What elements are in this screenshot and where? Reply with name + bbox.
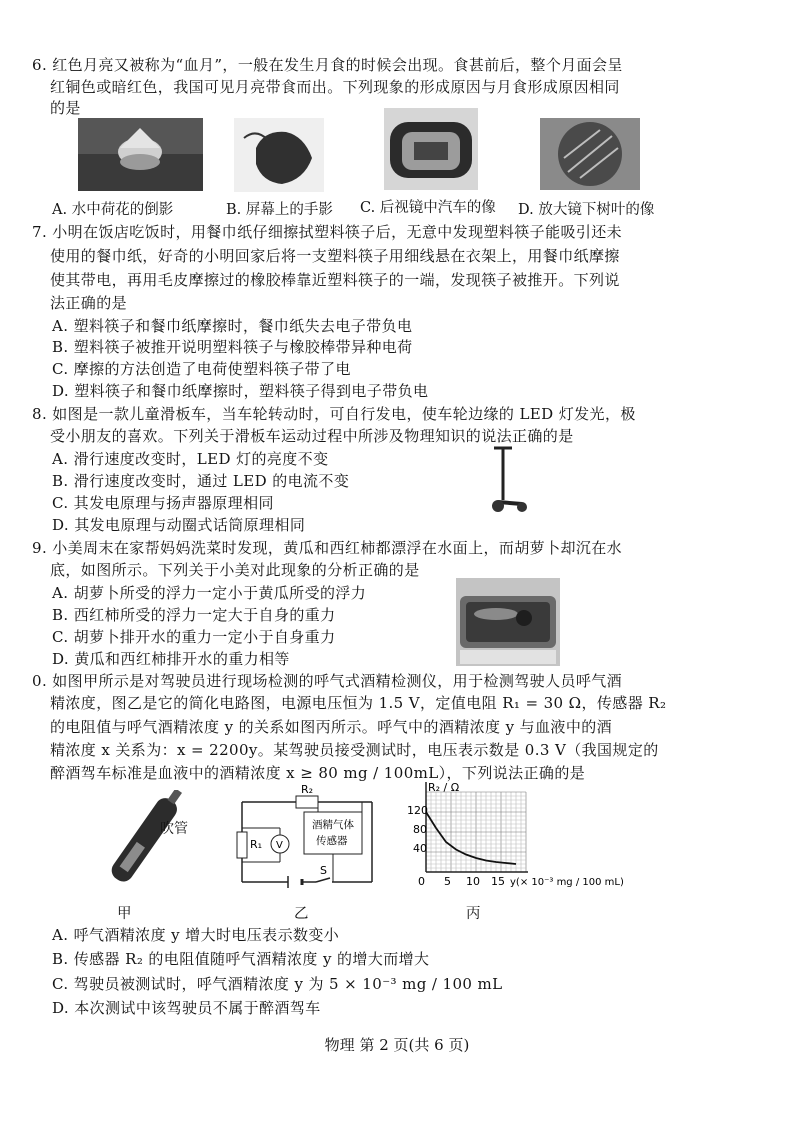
- hand-shadow-photo: [234, 118, 324, 192]
- q9-option-d: D. 黄瓜和西红柿排开水的重力相等: [52, 650, 290, 668]
- y-tick-80: 80: [413, 823, 427, 836]
- r1-symbol: R₁: [250, 838, 263, 851]
- switch-symbol: S: [320, 864, 327, 877]
- y-tick-40: 40: [413, 842, 427, 855]
- q7-line-1: 7. 小明在饭店吃饭时，用餐巾纸仔细擦拭塑料筷子后，无意中发现塑料筷子能吸引还未: [32, 223, 623, 241]
- q8-line-1: 8. 如图是一款儿童滑板车，当车轮转动时，可自行发电，使车轮边缘的 LED 灯发光，极: [32, 405, 636, 423]
- circuit-diagram: [232, 782, 382, 892]
- sensor-label-2: 传感器: [316, 835, 348, 847]
- x-tick-5: 5: [444, 875, 451, 888]
- q7-option-b: B. 塑料筷子被推开说明塑料筷子与橡胶棒带异种电荷: [52, 338, 413, 356]
- q10-line-3: 的电阻值与呼气酒精浓度 y 的关系如图丙所示。呼气中的酒精浓度 y 与血液中的酒: [50, 718, 613, 736]
- q10-line-1: 0. 如图甲所示是对驾驶员进行现场检测的呼气式酒精检测仪，用于检测驾驶人员呼气酒: [32, 672, 623, 690]
- q7-option-a: A. 塑料筷子和餐巾纸摩擦时，餐巾纸失去电子带负电: [52, 317, 413, 335]
- q9-option-a: A. 胡萝卜所受的浮力一定小于黄瓜所受的浮力: [52, 584, 367, 602]
- q10-option-c: C. 驾驶员被测试时，呼气酒精浓度 y 为 5 × 10⁻³ mg / 100 mL: [52, 975, 503, 993]
- x-tick-10: 10: [466, 875, 480, 888]
- r2-symbol: R₂: [301, 783, 314, 796]
- y-axis-label: R₂ / Ω: [428, 781, 460, 794]
- q8-line-2: 受小朋友的喜欢。下列关于滑板车运动过程中所涉及物理知识的说法正确的是: [50, 427, 574, 445]
- caption-jia: 甲: [117, 906, 132, 922]
- sink-vegetables-photo: [456, 578, 560, 666]
- q6-line-1: 6. 红色月亮又被称为“血月”，一般在发生月食的时候会出现。食甚前后，整个月面会呈: [32, 56, 623, 74]
- graph-grid: [426, 792, 526, 872]
- y-tick-0: 0: [418, 875, 425, 888]
- r2-concentration-graph: [396, 776, 636, 894]
- lotus-reflection-photo: [78, 118, 203, 191]
- page-footer: 物理 第 2 页(共 6 页): [324, 1036, 470, 1054]
- q9-line-2: 底，如图所示。下列关于小美对此现象的分析正确的是: [50, 561, 420, 579]
- q6-line-3: 的是: [50, 99, 81, 117]
- q9-option-b: B. 西红柿所受的浮力一定大于自身的重力: [52, 606, 336, 624]
- q8-option-d: D. 其发电原理与动圈式话筒原理相同: [52, 516, 306, 534]
- q8-option-c: C. 其发电原理与扬声器原理相同: [52, 494, 274, 512]
- q10-option-d: D. 本次测试中该驾驶员不属于醉酒驾车: [52, 999, 321, 1017]
- q10-option-b: B. 传感器 R₂ 的电阻值随呼气酒精浓度 y 的增大而增大: [52, 950, 430, 968]
- q7-option-d: D. 塑料筷子和餐巾纸摩擦时，塑料筷子得到电子带负电: [52, 382, 429, 400]
- q6-line-2: 红铜色或暗红色，我国可见月亮带食而出。下列现象的形成原因与月食形成原因相同: [50, 78, 620, 96]
- q10-line-5: 醉酒驾车标准是血液中的酒精浓度 x ≥ 80 mg / 100mL），下列说法正确的是: [50, 764, 586, 782]
- q8-option-b: B. 滑行速度改变时，通过 LED 的电流不变: [52, 472, 350, 490]
- q9-line-1: 9. 小美周末在家帮妈妈洗菜时发现，黄瓜和西红柿都漂浮在水面上，而胡萝卜却沉在水: [32, 539, 623, 557]
- q8-option-a: A. 滑行速度改变时，LED 灯的亮度不变: [52, 450, 329, 468]
- x-axis-label: y(× 10⁻³ mg / 100 mL): [510, 877, 624, 888]
- q7-line-2: 使用的餐巾纸，好奇的小明回家后将一支塑料筷子用细线悬在衣架上，用餐巾纸摩擦: [50, 247, 620, 265]
- voltmeter-symbol: V: [276, 840, 283, 851]
- sensor-label-1: 酒精气体: [312, 819, 354, 831]
- y-tick-120: 120: [407, 804, 428, 817]
- q6-option-a: A. 水中荷花的倒影: [52, 202, 174, 218]
- q7-line-4: 法正确的是: [50, 294, 128, 312]
- blow-tube-label: 吹管: [160, 821, 188, 837]
- q6-option-c: C. 后视镜中汽车的像: [360, 200, 496, 216]
- scooter-illustration: [484, 444, 530, 516]
- q10-line-2: 精浓度，图乙是它的简化电路图，电源电压恒为 1.5 V，定值电阻 R₁ = 30 Ω，传感器 R₂: [50, 694, 667, 712]
- rearview-mirror-photo: [384, 108, 478, 190]
- q6-option-b: B. 屏幕上的手影: [226, 202, 333, 218]
- caption-bing: 丙: [466, 906, 481, 922]
- breathalyzer-illustration: [84, 790, 204, 890]
- q10-option-a: A. 呼气酒精浓度 y 增大时电压表示数变小: [52, 926, 340, 944]
- x-tick-15: 15: [491, 875, 505, 888]
- q7-option-c: C. 摩擦的方法创造了电荷使塑料筷子带了电: [52, 360, 351, 378]
- q7-line-3: 使其带电，再用毛皮摩擦过的橡胶棒靠近塑料筷子的一端，发现筷子被推开。下列说: [50, 271, 620, 289]
- caption-yi: 乙: [294, 906, 309, 922]
- q10-line-4: 精浓度 x 关系为：x = 2200y。某驾驶员接受测试时，电压表示数是 0.3 V（我国规定的: [50, 741, 659, 759]
- magnifier-leaf-photo: [540, 118, 640, 190]
- q6-option-d: D. 放大镜下树叶的像: [518, 202, 655, 218]
- q9-option-c: C. 胡萝卜排开水的重力一定小于自身重力: [52, 628, 336, 646]
